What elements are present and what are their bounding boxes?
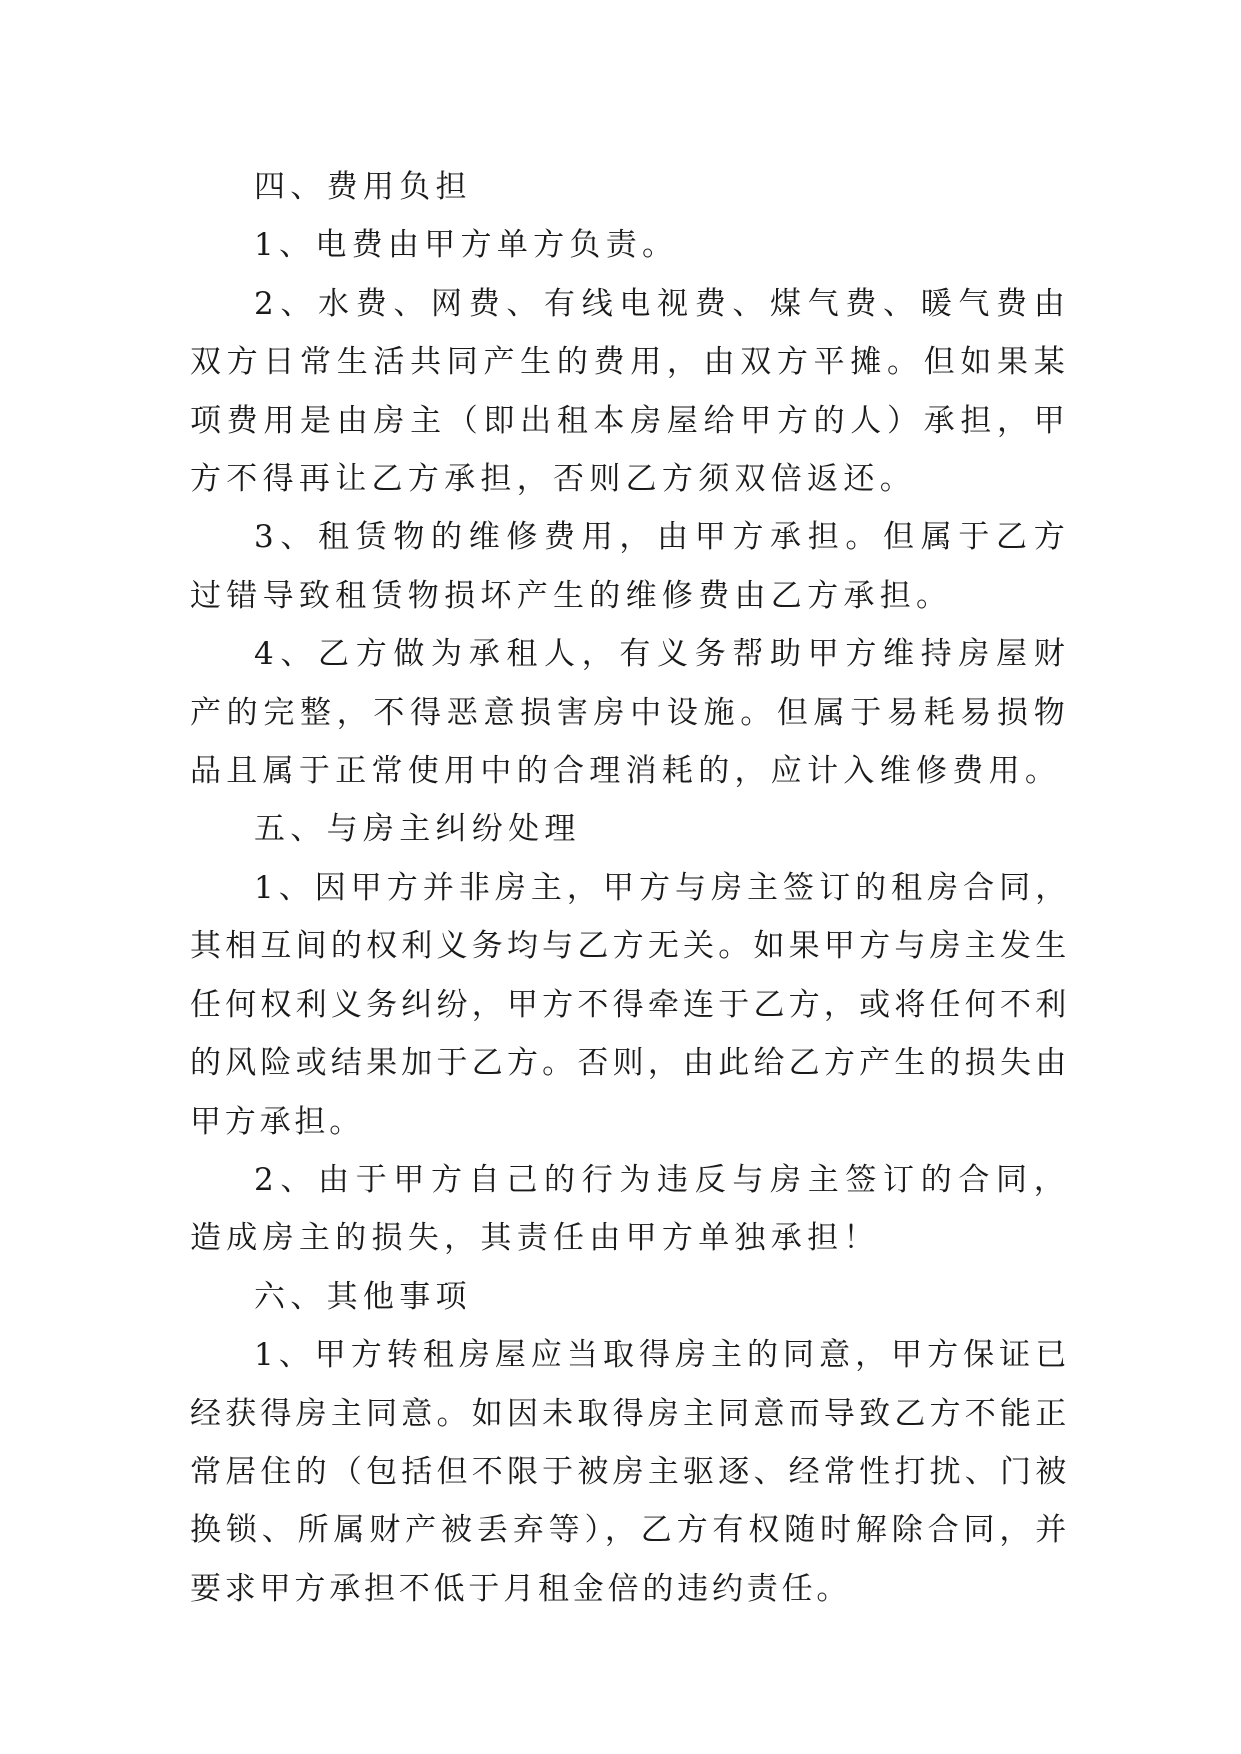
- section-heading-other-matters: 六、其他事项: [254, 1278, 472, 1315]
- other-item-1: 1、甲方转租房屋应当取得房主的同意，甲方保证已经获得房主同意。如因未取得房主同意而导致乙方不能正常居住的（包括但不限于被房主驱逐、经常性打扰、门被换锁、所属财产被丢弃等），乙方有权随时解除合同，并要求甲方承担不低于月租金倍的违约责任。: [190, 1337, 1070, 1607]
- fees-item-3: 3、租赁物的维修费用，由甲方承担。但属于乙方过错导致租赁物损坏产生的维修费由乙方承担。: [190, 519, 1070, 614]
- fees-item-2: 2、水费、网费、有线电视费、煤气费、暖气费由双方日常生活共同产生的费用，由双方平摊。但如果某项费用是由房主（即出租本房屋给甲方的人）承担，甲方不得再让乙方承担，否则乙方须双倍返还。: [190, 285, 1070, 498]
- disputes-item-1: 1、因甲方并非房主，甲方与房主签订的租房合同，其相互间的权利义务均与乙方无关。如果甲方与房主发生任何权利义务纠纷，甲方不得牵连于乙方，或将任何不利的风险或结果加于乙方。否则，由此给乙方产生的损失由甲方承担。: [190, 869, 1070, 1140]
- disputes-item-2: 2、由于甲方自己的行为违反与房主签订的合同，造成房主的损失，其责任由甲方单独承担！: [190, 1161, 1070, 1257]
- fees-item-4: 4、乙方做为承租人，有义务帮助甲方维持房屋财产的完整，不得恶意损害房中设施。但属于易耗易损物品且属于正常使用中的合理消耗的，应计入维修费用。: [190, 636, 1070, 790]
- document-body: [190, 158, 1070, 1618]
- fees-item-1: 1、电费由甲方单方负责。: [254, 227, 679, 264]
- section-heading-fees: 四、费用负担: [254, 169, 472, 205]
- section-heading-landlord-disputes: 五、与房主纠纷处理: [254, 811, 581, 848]
